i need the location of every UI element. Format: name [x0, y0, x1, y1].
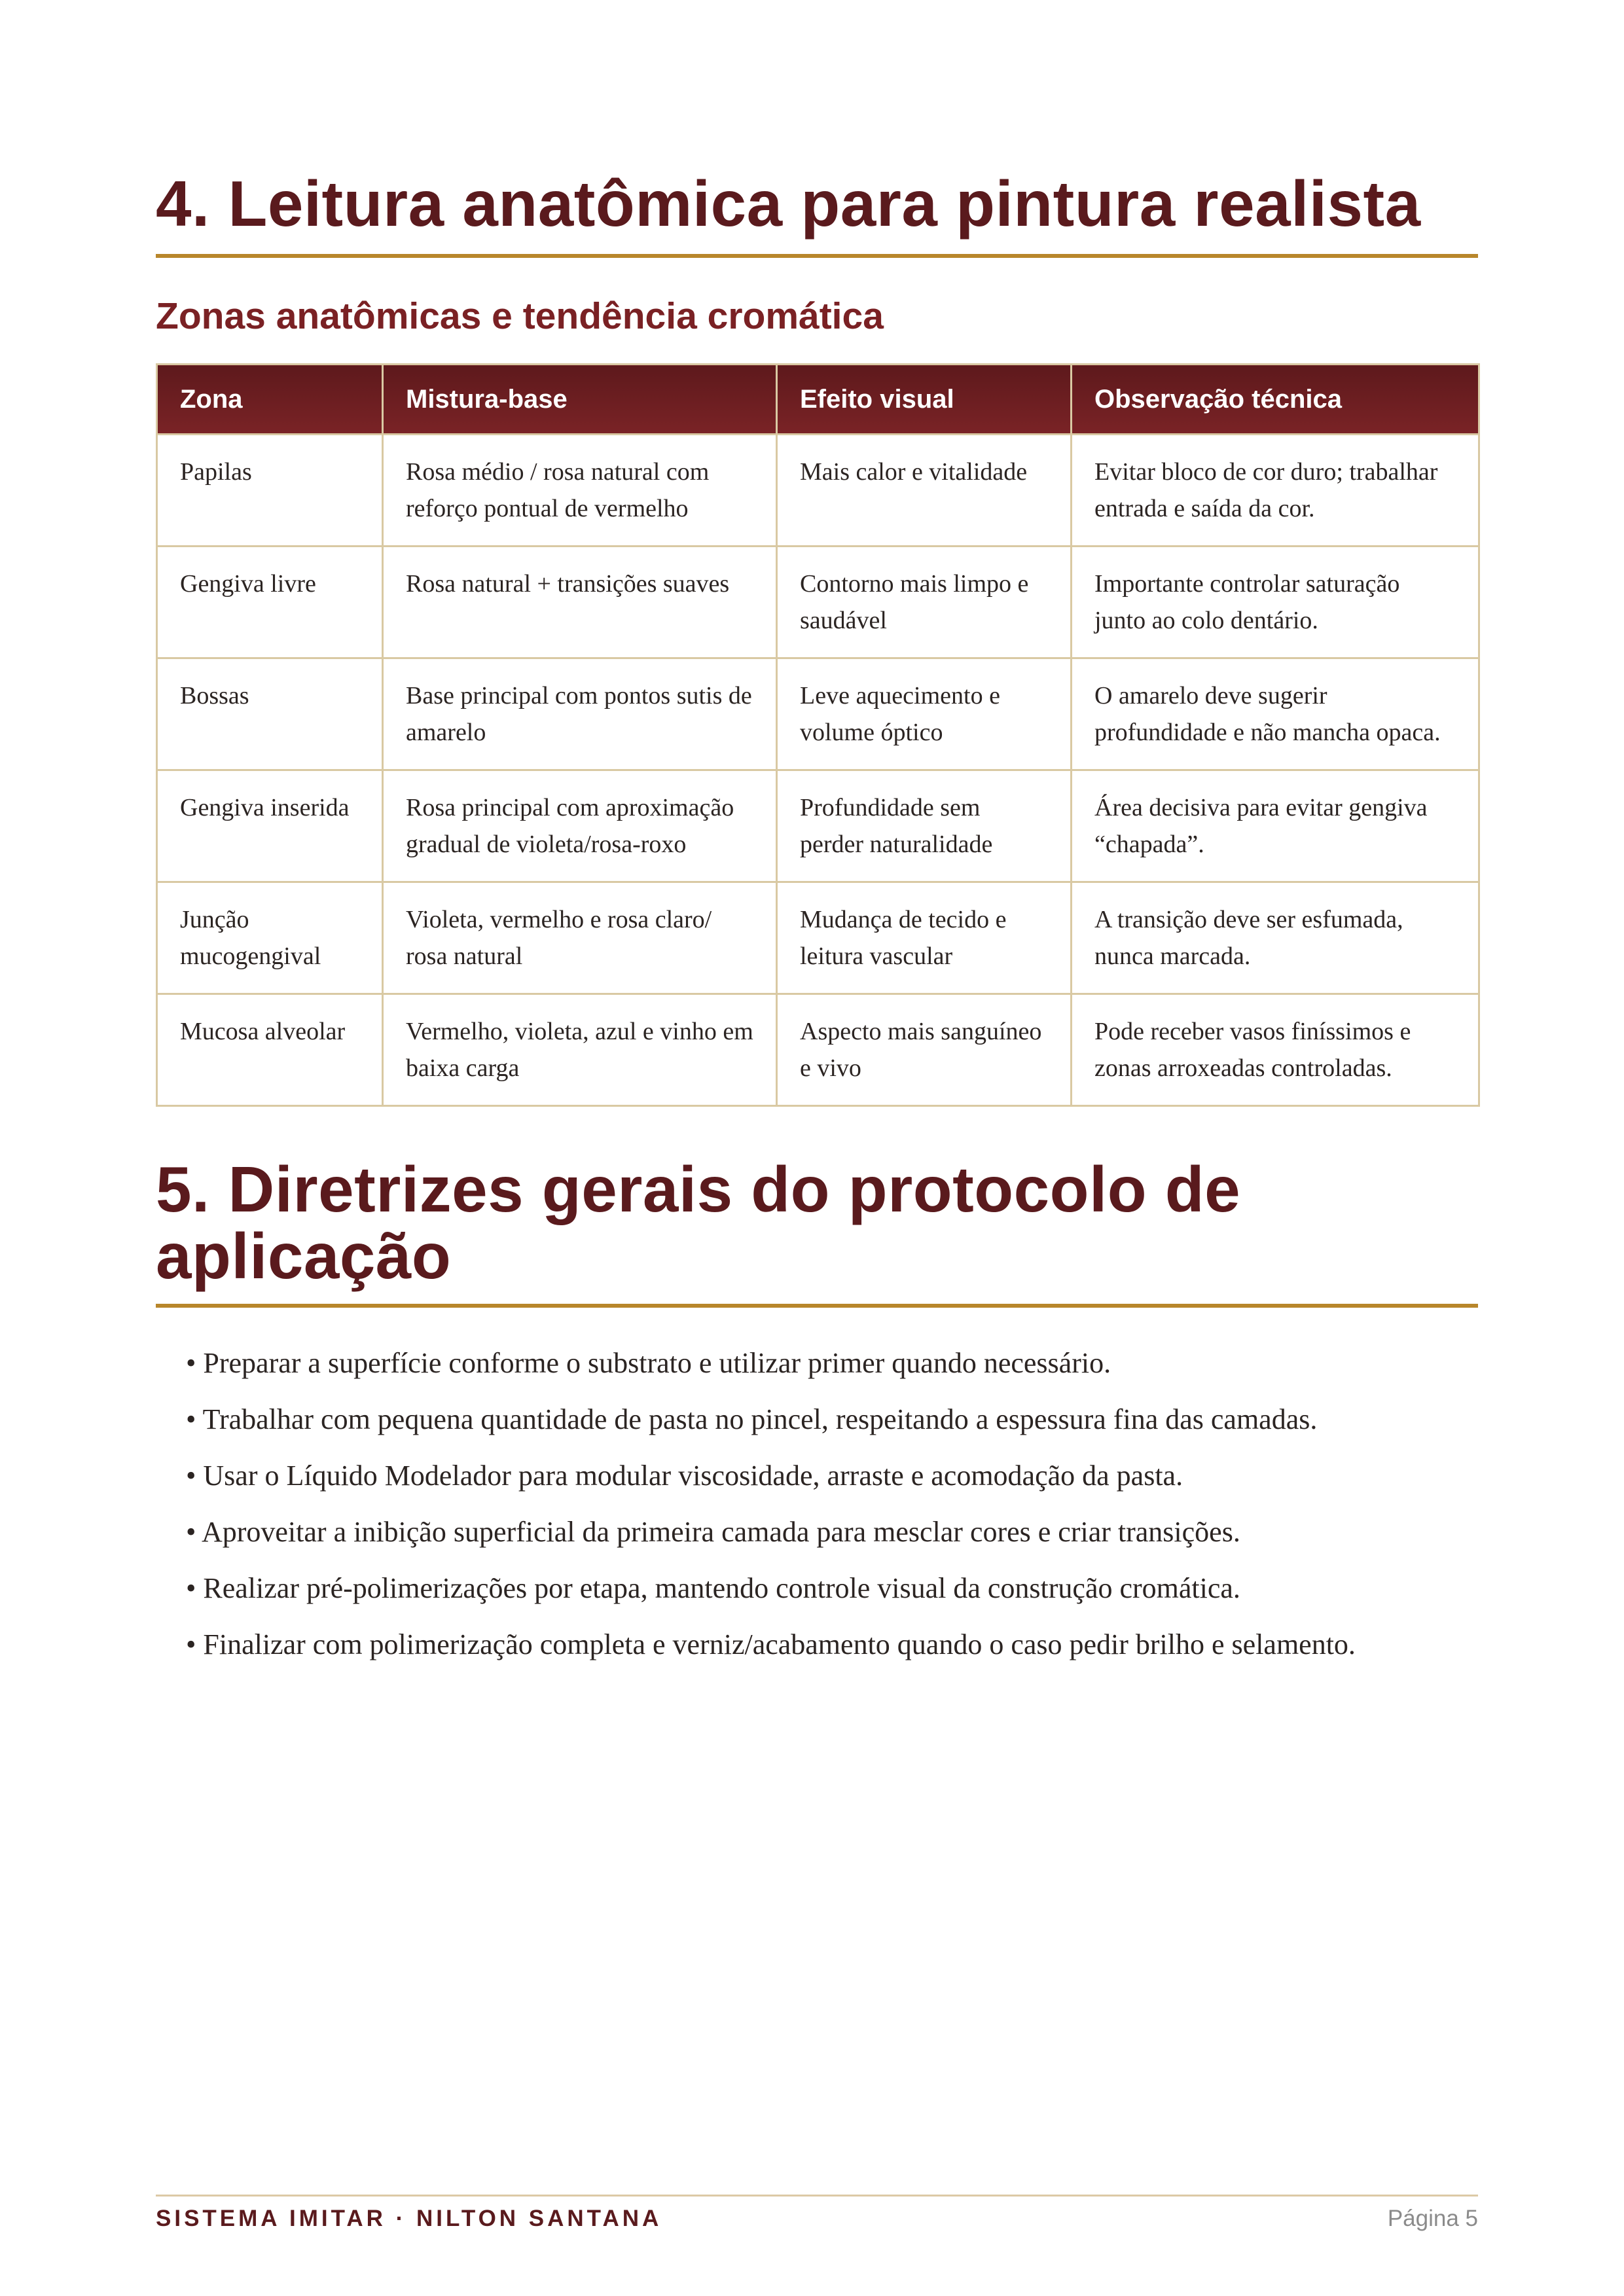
table-row — [157, 770, 1479, 882]
table-cell: Leve aquecimento e volume óptico — [777, 658, 1072, 770]
table-row — [157, 547, 1479, 658]
list-item: • Finalizar com polimerização completa e verniz/acabamento quando o caso pedir brilho e selamento. — [186, 1628, 1356, 1660]
table-cell: Evitar bloco de cor duro; trabalhar entrada e saída da cor. — [1072, 435, 1479, 547]
table-row — [157, 882, 1479, 994]
table-cell: Mais calor e vitalidade — [777, 435, 1072, 547]
table-cell: Contorno mais limpo e saudável — [777, 547, 1072, 658]
table-row — [157, 435, 1479, 547]
table-cell: Violeta, vermelho e rosa claro/ rosa natural — [383, 882, 777, 994]
table-cell: Papilas — [157, 435, 383, 547]
table-cell: Pode receber vasos finíssimos e zonas arroxeadas controladas. — [1072, 994, 1479, 1106]
table-cell: Vermelho, violeta, azul e vinho em baixa carga — [383, 994, 777, 1106]
list-item: • Usar o Líquido Modelador para modular viscosidade, arraste e acomodação da pasta. — [186, 1460, 1183, 1492]
table-cell: Gengiva inserida — [157, 770, 383, 882]
table-cell: Profundidade sem perder naturalidade — [777, 770, 1072, 882]
table-cell: Rosa natural + transições suaves — [383, 547, 777, 658]
table-cell: O amarelo deve sugerir profundidade e não mancha opaca. — [1072, 658, 1479, 770]
column-header-mistura-base: Mistura-base — [383, 365, 777, 435]
table-title: Zonas anatômicas e tendência cromática — [156, 295, 884, 337]
section-4-divider — [156, 254, 1478, 258]
table-cell: Aspecto mais sanguíneo e vivo — [777, 994, 1072, 1106]
table-cell: Base principal com pontos sutis de amarelo — [383, 658, 777, 770]
document-page — [156, 0, 1478, 2296]
table-cell: A transição deve ser esfumada, nunca marcada. — [1072, 882, 1479, 994]
table-header-row — [157, 365, 1479, 435]
table-cell: Área decisiva para evitar gengiva “chapada”. — [1072, 770, 1479, 882]
column-header-zona: Zona — [157, 365, 383, 435]
table-cell: Mucosa alveolar — [157, 994, 383, 1106]
footer-brand: SISTEMA IMITAR · NILTON SANTANA — [156, 2206, 662, 2231]
section-5-heading: 5. Diretrizes gerais do protocolo de aplicação — [156, 1153, 1241, 1292]
anatomy-color-table — [156, 363, 1480, 1107]
page-number: Página 5 — [1387, 2206, 1478, 2231]
table-cell: Rosa principal com aproximação gradual de violeta/rosa-roxo — [383, 770, 777, 882]
table-cell: Gengiva livre — [157, 547, 383, 658]
table-cell: Importante controlar saturação junto ao colo dentário. — [1072, 547, 1479, 658]
protocol-guidelines-list — [186, 1335, 1478, 1673]
section-4-heading: 4. Leitura anatômica para pintura realista — [156, 168, 1421, 240]
column-header-efeito-visual: Efeito visual — [777, 365, 1072, 435]
table-cell: Bossas — [157, 658, 383, 770]
table-cell: Rosa médio / rosa natural com reforço pontual de vermelho — [383, 435, 777, 547]
table-cell: Junção mucogengival — [157, 882, 383, 994]
table-cell: Mudança de tecido e leitura vascular — [777, 882, 1072, 994]
list-item: • Aproveitar a inibição superficial da primeira camada para mesclar cores e criar transições. — [186, 1516, 1240, 1548]
list-item: • Preparar a superfície conforme o substrato e utilizar primer quando necessário. — [186, 1347, 1111, 1379]
footer-divider — [156, 2195, 1478, 2197]
table-row — [157, 994, 1479, 1106]
column-header-observacao-tecnica: Observação técnica — [1072, 365, 1479, 435]
list-item: • Trabalhar com pequena quantidade de pasta no pincel, respeitando a espessura fina das camadas. — [186, 1403, 1318, 1435]
section-5-divider — [156, 1304, 1478, 1308]
table-row — [157, 658, 1479, 770]
list-item: • Realizar pré-polimerizações por etapa, mantendo controle visual da construção cromática. — [186, 1572, 1240, 1604]
